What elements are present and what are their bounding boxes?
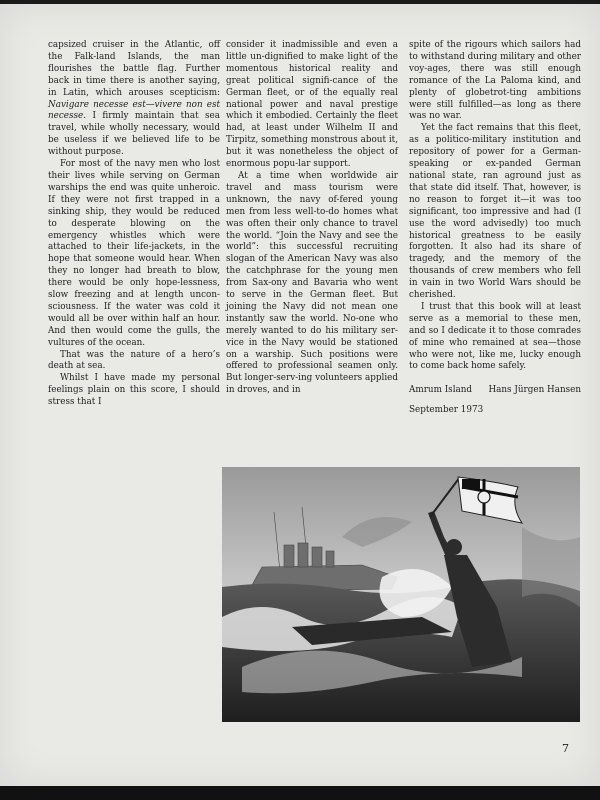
text-column-2 bbox=[226, 40, 398, 397]
paragraph: Yet the fact remains that this fleet, as a politico-military institution and repository of power for a German-speaking or ex-panded German national state, ran aground just as that state did itself. That, however, is no reason to forget it—it was too significant, too impressive and had (I use the word advisedly) too much historical greatness to be easily forgotten. It also had its share of tragedy, and the memory of the thousands of crew members who fell in vain in two World Wars should be cherished. bbox=[409, 123, 581, 301]
place: Amrum Island bbox=[409, 385, 473, 396]
latin-quote: Navigare necesse est—vivere non est necesse. bbox=[48, 99, 220, 122]
text-column-3 bbox=[409, 40, 581, 417]
book-page bbox=[0, 4, 600, 786]
paragraph: At a time when worldwide air travel and mass tourism were unknown, the navy of-fered young men from less well-to-do homes what was often their only chance to travel the world. “Join the Navy and see the world”: this successful recruiting slogan of the American Navy was also the catchphrase for the young men from Sax-ony and Bavaria who went to serve in the German fleet. But joining the Navy did not mean one instantly saw the world. No-one who merely wanted to do his military ser-vice in the Navy would be stationed on a warship. Such positions were offered to professional seamen only. But longer-serv-ing volunteers applied in droves, and in bbox=[226, 170, 398, 396]
author: Hans Jürgen Hansen bbox=[488, 385, 581, 396]
date: September 1973 bbox=[409, 405, 484, 416]
signature-line bbox=[409, 385, 581, 397]
paragraph: spite of the rigours which sailors had to withstand during military and other voy-ages, there was still enough romance of the La Paloma kind, and plenty of globetrot-ting ambitions were still fulfilled—as long as there was no war. bbox=[409, 40, 581, 122]
paragraph: For most of the navy men who lost their lives while serving on German warships the end was quite unheroic. If they were not first trapped in a sinking ship, they would be reduced to desperate blowing on the emergency whistles which were attached to their life-jackets, in the hope that someone would hear. When they no longer had breath to blow, there would be only hope-lessness, slow freezing and at length uncon-sciousness. If the water was cold it would all be over within half an hour. And then would come the gulls, the vultures of the ocean. bbox=[48, 159, 220, 348]
paragraph: capsized cruiser in the Atlantic, off the Falk-land Islands, the man flourishes the battle flag. Further back in time there is another saying, in Latin, which arouses scepticism: Navigare necesse est—vivere non est necesse. I firmly maintain that sea travel, while wholly necessary, would be useless if we believed life to be without purpose. bbox=[48, 40, 220, 158]
text-column-1 bbox=[48, 40, 220, 409]
page-number: 7 bbox=[562, 742, 569, 755]
illustration-graphic bbox=[222, 467, 580, 722]
paragraph: Whilst I have made my personal feelings plain on this score, I should stress that I bbox=[48, 373, 220, 408]
bottom-edge bbox=[0, 786, 600, 800]
paragraph: I trust that this book will at least serve as a memorial to these men, and so I dedicate it to those comrades of mine who remained at sea—those who were not, like me, lucky enough to come back home safely. bbox=[409, 301, 581, 372]
sailor-with-flag-illustration bbox=[222, 467, 580, 722]
paragraph: consider it inadmissible and even a little un-dignified to make light of the momentous historical reality and great political signifi-cance of the German fleet, or of the equally real national power and naval prestige which it embodied. Certainly the fleet had, at least under Wilhelm II and Tirpitz, something monstrous about it, but it was nonetheless the object of enormous popu-lar support. bbox=[226, 40, 398, 170]
paragraph: That was the nature of a hero’s death at sea. bbox=[48, 349, 220, 372]
